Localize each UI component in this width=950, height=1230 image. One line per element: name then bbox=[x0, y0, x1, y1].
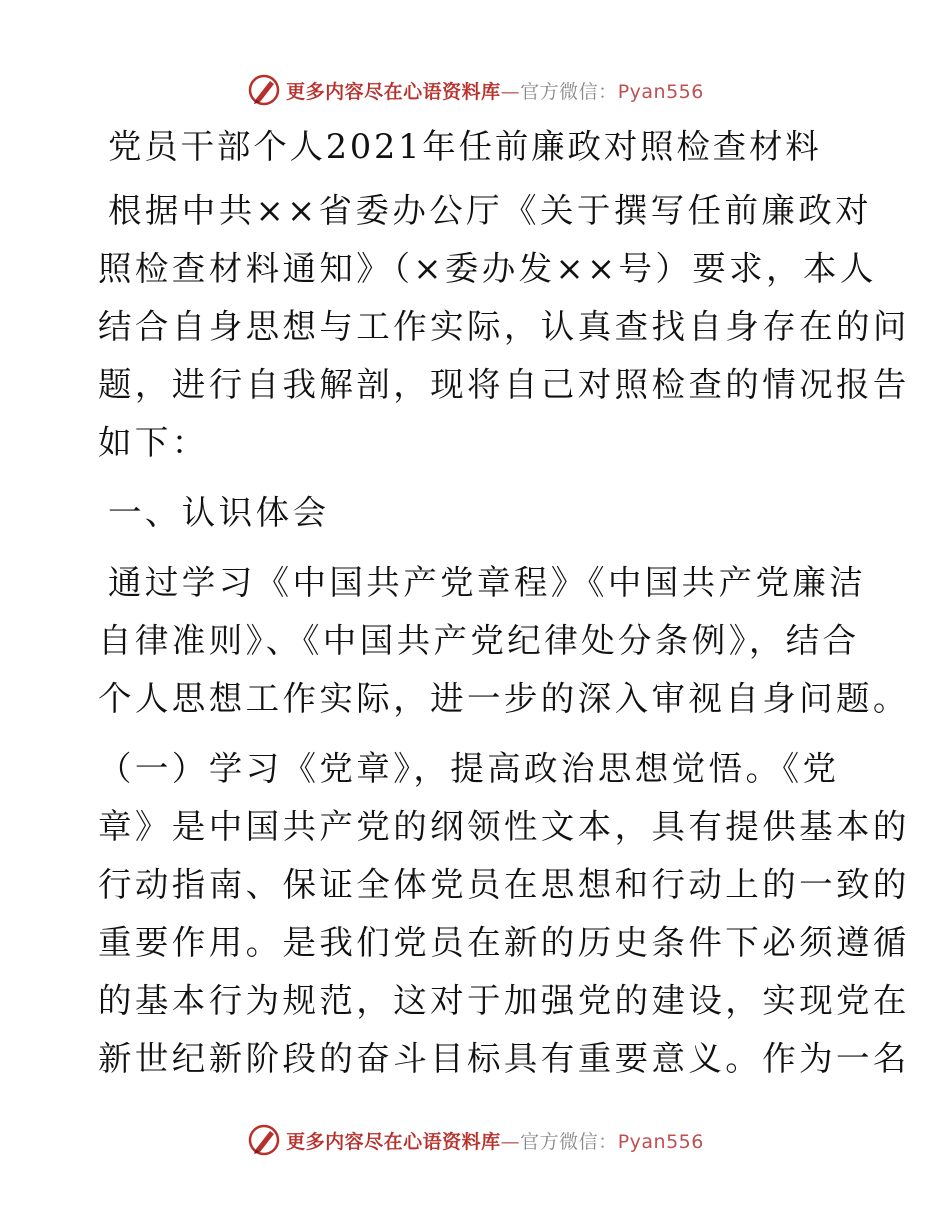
document-title: 党员干部个人2021年任前廉政对照检查材料 bbox=[108, 127, 822, 166]
paragraph-study bbox=[98, 554, 910, 728]
section-heading bbox=[98, 484, 858, 542]
text-line: 行动指南、保证全体党员在思想和行动上的一致的 bbox=[98, 865, 910, 904]
paragraph-party-charter bbox=[98, 740, 910, 1088]
paragraph-intro bbox=[98, 182, 910, 472]
text-line: 如下： bbox=[98, 423, 209, 462]
header-banner bbox=[0, 70, 950, 110]
text-line: 照检查材料通知》（×委办发××号）要求，本人 bbox=[98, 249, 877, 288]
banner-text: 更多内容尽在心语资料库—官方微信：Pyan556 bbox=[286, 1130, 704, 1153]
text-line: 个人思想工作实际，进一步的深入审视自身问题。 bbox=[98, 679, 910, 718]
pen-logo-icon bbox=[246, 1122, 282, 1158]
pen-logo-icon bbox=[246, 72, 282, 108]
text-line: 自律准则》、《中国共产党纪律处分条例》，结合 bbox=[98, 621, 860, 660]
section-heading-text: 一、认识体会 bbox=[108, 493, 330, 532]
footer-banner bbox=[0, 1120, 950, 1160]
text-line: 章》是中国共产党的纲领性文本，具有提供基本的 bbox=[98, 807, 910, 846]
text-line: 新世纪新阶段的奋斗目标具有重要意义。作为一名 bbox=[98, 1039, 910, 1078]
text-line: 重要作用。是我们党员在新的历史条件下必须遵循 bbox=[98, 923, 910, 962]
text-line: 通过学习《中国共产党章程》《中国共产党廉洁 bbox=[108, 563, 867, 602]
text-line: 的基本行为规范，这对于加强党的建设，实现党在 bbox=[98, 981, 910, 1020]
text-line: 题，进行自我解剖，现将自己对照检查的情况报告 bbox=[98, 365, 910, 404]
text-line: 根据中共××省委办公厅《关于撰写任前廉政对 bbox=[108, 191, 873, 230]
document-body bbox=[98, 118, 910, 1088]
banner-text: 更多内容尽在心语资料库—官方微信：Pyan556 bbox=[286, 80, 704, 103]
text-line: 结合自身思想与工作实际，认真查找自身存在的问 bbox=[98, 307, 910, 346]
text-line: （一）学习《党章》，提高政治思想觉悟。《党 bbox=[98, 749, 840, 788]
